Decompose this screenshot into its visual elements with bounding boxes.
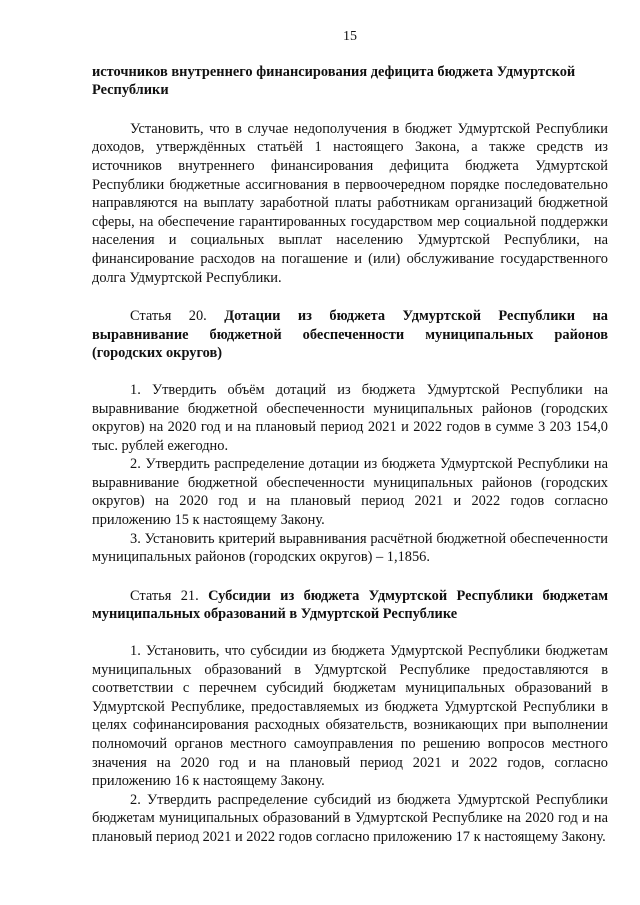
- document-page: [92, 28, 608, 847]
- article-20-item-3: 3. Установить критерий выравнивания расчётной бюджетной обеспеченности муниципальных районов (городских округов) – 1,1856.: [92, 530, 608, 566]
- article-20-number: Статья 20.: [130, 308, 207, 325]
- spacer: [92, 363, 608, 381]
- article-21-item-2: 2. Утвердить распределение субсидий из бюджета Удмуртской Республики бюджетам муниципальных образований в Удмуртской Республике на 2020 год и на плановый период 2021 и 2022 годов согласно приложению 17 к настоящему Закону.: [92, 791, 608, 845]
- spacer: [92, 287, 608, 307]
- article-20-heading: [92, 307, 608, 363]
- article-21-heading: [92, 587, 608, 624]
- spacer: [92, 567, 608, 587]
- spacer: [92, 100, 608, 120]
- article-20-item-1: 1. Утвердить объём дотаций из бюджета Удмуртской Республики на выравнивание бюджетной обеспеченности муниципальных районов (городских округов) на 2020 год и на плановый период 2021 и 2022 годов в сумме 3 203 154,0 тыс. рублей ежегодно.: [92, 381, 608, 454]
- article-21-number: Статья 21.: [130, 587, 199, 604]
- page-number: 15: [343, 29, 357, 44]
- article-21-title: Субсидии из бюджета Удмуртской Республики бюджетам муниципальных образований в Удмуртской Республике: [92, 587, 609, 623]
- article-20-item-2: 2. Утвердить распределение дотации из бюджета Удмуртской Республики на выравнивание бюджетной обеспеченности муниципальных районов (городских округов) на 2020 год и на плановый период 2021 и 2022 годов согласно приложению 15 к настоящему Закону.: [92, 456, 608, 529]
- article-19-heading-continued: источников внутреннего финансирования дефицита бюджета Удмуртской Республики: [92, 63, 576, 99]
- article-21-item-1: 1. Установить, что субсидии из бюджета Удмуртской Республики бюджетам муниципальных образований в Удмуртской Республике предоставляются в соответствии с перечнем субсидий бюджетам муниципальных образований в Удмуртской Республике, предоставляемых из бюджета Удмуртской Республики в целях софинансирования расходных обязательств, возникающих при выполнении полномочий органов местного самоуправления по решению вопросов местного значения на 2020 год и на плановый период 2021 и 2022 годов, согласно приложению 16 к настоящему Закону.: [92, 643, 608, 790]
- article-20-title: Дотации из бюджета Удмуртской Республики на выравнивание бюджетной обеспеченности муниципальных районов (городских округов): [92, 308, 608, 362]
- spacer: [92, 624, 608, 642]
- article-19-paragraph: Установить, что в случае недополучения в бюджет Удмуртской Республики доходов, утверждённых статьёй 1 настоящего Закона, а также средств из источников внутреннего финансирования дефицита бюджета Удмуртской Республики бюджетные ассигнования в первоочередном порядке последовательно направляются на выплату заработной платы работникам организаций бюджетной сферы, на обеспечение гарантированных государством мер социальной поддержки населения и социальных выплат населению Удмуртской Республики, на финансирование расходов на погашение и (или) обслуживание государственного долга Удмуртской Республики.: [92, 120, 608, 286]
